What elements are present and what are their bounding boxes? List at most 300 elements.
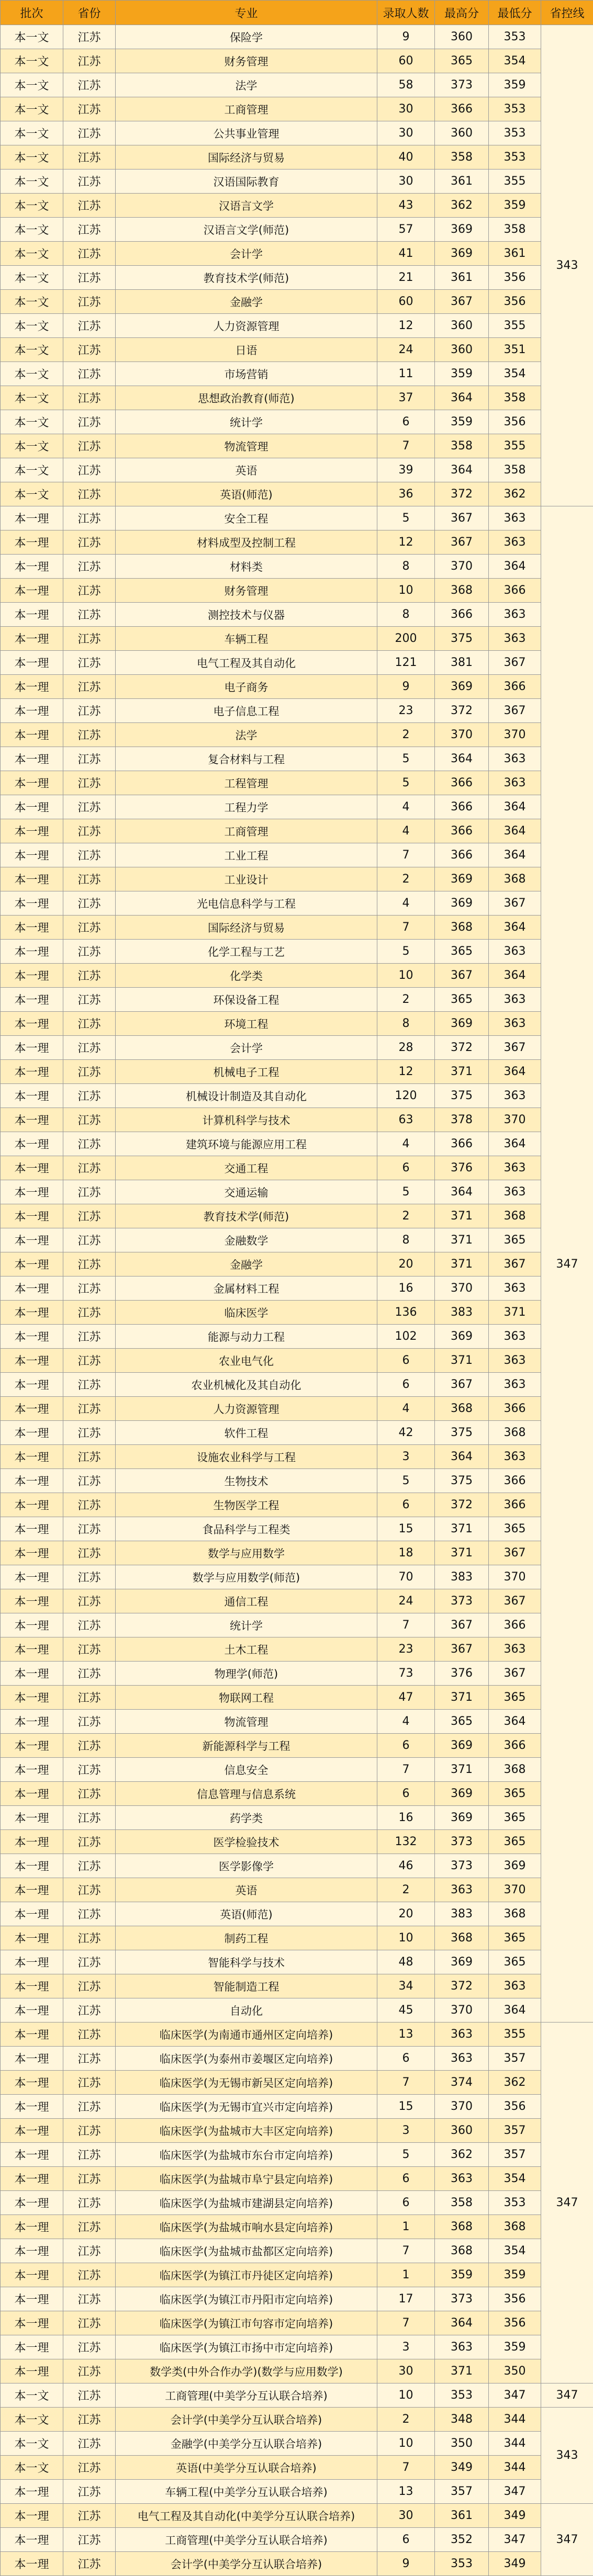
cell-admitted-count: 6 bbox=[377, 2191, 435, 2215]
cell-major: 交通运输 bbox=[116, 1180, 377, 1204]
cell-lowest-score: 356 bbox=[489, 266, 541, 290]
cell-lowest-score: 359 bbox=[489, 73, 541, 97]
cell-lowest-score: 363 bbox=[489, 940, 541, 964]
cell-highest-score: 365 bbox=[435, 1710, 489, 1734]
cell-highest-score: 371 bbox=[435, 1349, 489, 1373]
table-row bbox=[1, 1156, 593, 1180]
table-row bbox=[1, 506, 593, 530]
table-row bbox=[1, 1637, 593, 1662]
cell-major: 工商管理 bbox=[116, 819, 377, 843]
cell-province: 江苏 bbox=[63, 771, 116, 795]
cell-province: 江苏 bbox=[63, 988, 116, 1012]
table-row bbox=[1, 1493, 593, 1517]
cell-major: 计算机科学与技术 bbox=[116, 1108, 377, 1132]
cell-major: 保险学 bbox=[116, 25, 377, 49]
cell-major: 生物医学工程 bbox=[116, 1493, 377, 1517]
cell-control-line: 347 bbox=[541, 506, 593, 2023]
cell-highest-score: 369 bbox=[435, 1782, 489, 1806]
cell-major: 金融数学 bbox=[116, 1228, 377, 1252]
cell-province: 江苏 bbox=[63, 338, 116, 362]
cell-admitted-count: 73 bbox=[377, 1662, 435, 1686]
table-row bbox=[1, 2408, 593, 2432]
cell-lowest-score: 367 bbox=[489, 651, 541, 675]
cell-batch: 本一理 bbox=[1, 1276, 63, 1301]
cell-lowest-score: 347 bbox=[489, 2528, 541, 2552]
cell-province: 江苏 bbox=[63, 145, 116, 170]
table-row bbox=[1, 2167, 593, 2191]
cell-lowest-score: 366 bbox=[489, 675, 541, 699]
cell-province: 江苏 bbox=[63, 1974, 116, 1998]
cell-batch: 本一理 bbox=[1, 891, 63, 916]
cell-province: 江苏 bbox=[63, 194, 116, 218]
cell-admitted-count: 7 bbox=[377, 2456, 435, 2480]
table-row bbox=[1, 1421, 593, 1445]
cell-highest-score: 368 bbox=[435, 1397, 489, 1421]
cell-batch: 本一理 bbox=[1, 2119, 63, 2143]
cell-admitted-count: 5 bbox=[377, 2143, 435, 2167]
cell-province: 江苏 bbox=[63, 170, 116, 194]
cell-batch: 本一理 bbox=[1, 1517, 63, 1541]
cell-batch: 本一理 bbox=[1, 1156, 63, 1180]
cell-lowest-score: 365 bbox=[489, 1950, 541, 1974]
table-row bbox=[1, 1373, 593, 1397]
cell-lowest-score: 364 bbox=[489, 1132, 541, 1156]
cell-batch: 本一理 bbox=[1, 530, 63, 555]
cell-major: 复合材料与工程 bbox=[116, 747, 377, 771]
cell-lowest-score: 353 bbox=[489, 2191, 541, 2215]
cell-highest-score: 366 bbox=[435, 771, 489, 795]
cell-province: 江苏 bbox=[63, 1541, 116, 1565]
cell-highest-score: 364 bbox=[435, 1445, 489, 1469]
cell-batch: 本一理 bbox=[1, 1734, 63, 1758]
cell-batch: 本一理 bbox=[1, 2095, 63, 2119]
cell-major: 交通工程 bbox=[116, 1156, 377, 1180]
cell-major: 临床医学(为盐城市盐都区定向培养) bbox=[116, 2239, 377, 2263]
cell-batch: 本一理 bbox=[1, 1108, 63, 1132]
table-row bbox=[1, 458, 593, 482]
table-row bbox=[1, 482, 593, 506]
cell-batch: 本一理 bbox=[1, 1301, 63, 1325]
cell-admitted-count: 15 bbox=[377, 1517, 435, 1541]
cell-admitted-count: 30 bbox=[377, 121, 435, 145]
table-row bbox=[1, 530, 593, 555]
table-body bbox=[1, 25, 593, 2576]
cell-major: 财务管理 bbox=[116, 579, 377, 603]
cell-admitted-count: 58 bbox=[377, 73, 435, 97]
table-row bbox=[1, 410, 593, 434]
cell-admitted-count: 5 bbox=[377, 1180, 435, 1204]
table-row bbox=[1, 988, 593, 1012]
cell-admitted-count: 60 bbox=[377, 49, 435, 73]
cell-admitted-count: 3 bbox=[377, 1445, 435, 1469]
cell-major: 会计学 bbox=[116, 242, 377, 266]
cell-admitted-count: 20 bbox=[377, 1252, 435, 1276]
cell-province: 江苏 bbox=[63, 242, 116, 266]
cell-highest-score: 369 bbox=[435, 1325, 489, 1349]
table-row bbox=[1, 1084, 593, 1108]
table-row bbox=[1, 1950, 593, 1974]
cell-batch: 本一理 bbox=[1, 2167, 63, 2191]
cell-major: 工业设计 bbox=[116, 867, 377, 891]
cell-admitted-count: 4 bbox=[377, 1397, 435, 1421]
cell-major: 临床医学(为泰州市姜堰区定向培养) bbox=[116, 2047, 377, 2071]
cell-lowest-score: 364 bbox=[489, 795, 541, 819]
cell-major: 临床医学(为镇江市丹阳市定向培养) bbox=[116, 2287, 377, 2311]
table-row bbox=[1, 2480, 593, 2504]
cell-batch: 本一理 bbox=[1, 1493, 63, 1517]
table-row bbox=[1, 2456, 593, 2480]
cell-major: 金融学(中美学分互认联合培养) bbox=[116, 2432, 377, 2456]
cell-admitted-count: 8 bbox=[377, 1228, 435, 1252]
cell-batch: 本一理 bbox=[1, 1589, 63, 1613]
cell-highest-score: 372 bbox=[435, 699, 489, 723]
cell-admitted-count: 18 bbox=[377, 1541, 435, 1565]
cell-highest-score: 375 bbox=[435, 1469, 489, 1493]
cell-lowest-score: 368 bbox=[489, 1758, 541, 1782]
cell-batch: 本一理 bbox=[1, 651, 63, 675]
table-row bbox=[1, 2432, 593, 2456]
cell-province: 江苏 bbox=[63, 1637, 116, 1662]
cell-province: 江苏 bbox=[63, 627, 116, 651]
table-row bbox=[1, 121, 593, 145]
table-row bbox=[1, 2383, 593, 2408]
cell-batch: 本一理 bbox=[1, 1373, 63, 1397]
cell-batch: 本一理 bbox=[1, 1782, 63, 1806]
cell-lowest-score: 363 bbox=[489, 1349, 541, 1373]
cell-admitted-count: 63 bbox=[377, 1108, 435, 1132]
cell-lowest-score: 363 bbox=[489, 1084, 541, 1108]
cell-batch: 本一理 bbox=[1, 1252, 63, 1276]
cell-province: 江苏 bbox=[63, 2047, 116, 2071]
cell-major: 物流管理 bbox=[116, 434, 377, 458]
cell-admitted-count: 2 bbox=[377, 988, 435, 1012]
cell-highest-score: 365 bbox=[435, 49, 489, 73]
cell-major: 智能科学与技术 bbox=[116, 1950, 377, 1974]
cell-batch: 本一文 bbox=[1, 97, 63, 121]
cell-admitted-count: 5 bbox=[377, 1469, 435, 1493]
cell-major: 物理学(师范) bbox=[116, 1662, 377, 1686]
cell-highest-score: 383 bbox=[435, 1565, 489, 1589]
cell-province: 江苏 bbox=[63, 1613, 116, 1637]
cell-major: 工业工程 bbox=[116, 843, 377, 867]
table-row bbox=[1, 2215, 593, 2239]
header-highest-score: 最高分 bbox=[435, 1, 489, 25]
cell-highest-score: 361 bbox=[435, 2504, 489, 2528]
cell-admitted-count: 8 bbox=[377, 603, 435, 627]
cell-province: 江苏 bbox=[63, 434, 116, 458]
table-row bbox=[1, 242, 593, 266]
table-row bbox=[1, 699, 593, 723]
cell-batch: 本一理 bbox=[1, 1012, 63, 1036]
cell-major: 临床医学(为盐城市阜宁县定向培养) bbox=[116, 2167, 377, 2191]
cell-batch: 本一理 bbox=[1, 1710, 63, 1734]
table-row bbox=[1, 651, 593, 675]
cell-admitted-count: 30 bbox=[377, 2359, 435, 2383]
cell-admitted-count: 36 bbox=[377, 482, 435, 506]
cell-major: 教育技术学(师范) bbox=[116, 1204, 377, 1228]
cell-major: 材料类 bbox=[116, 555, 377, 579]
table-row bbox=[1, 1806, 593, 1830]
cell-province: 江苏 bbox=[63, 819, 116, 843]
cell-batch: 本一理 bbox=[1, 1084, 63, 1108]
table-row bbox=[1, 2552, 593, 2576]
cell-admitted-count: 4 bbox=[377, 1132, 435, 1156]
cell-major: 光电信息科学与工程 bbox=[116, 891, 377, 916]
cell-lowest-score: 367 bbox=[489, 699, 541, 723]
cell-batch: 本一理 bbox=[1, 1950, 63, 1974]
header-major: 专业 bbox=[116, 1, 377, 25]
cell-lowest-score: 353 bbox=[489, 121, 541, 145]
cell-admitted-count: 200 bbox=[377, 627, 435, 651]
cell-province: 江苏 bbox=[63, 1252, 116, 1276]
cell-highest-score: 368 bbox=[435, 2215, 489, 2239]
cell-batch: 本一文 bbox=[1, 2383, 63, 2408]
cell-province: 江苏 bbox=[63, 2311, 116, 2335]
cell-batch: 本一文 bbox=[1, 386, 63, 410]
cell-admitted-count: 12 bbox=[377, 530, 435, 555]
cell-lowest-score: 344 bbox=[489, 2432, 541, 2456]
cell-major: 电气工程及其自动化 bbox=[116, 651, 377, 675]
cell-batch: 本一文 bbox=[1, 2432, 63, 2456]
cell-batch: 本一理 bbox=[1, 843, 63, 867]
cell-highest-score: 367 bbox=[435, 1373, 489, 1397]
cell-batch: 本一理 bbox=[1, 603, 63, 627]
cell-batch: 本一文 bbox=[1, 218, 63, 242]
cell-lowest-score: 363 bbox=[489, 1974, 541, 1998]
cell-admitted-count: 6 bbox=[377, 2167, 435, 2191]
cell-province: 江苏 bbox=[63, 1036, 116, 1060]
cell-major: 工程管理 bbox=[116, 771, 377, 795]
cell-batch: 本一文 bbox=[1, 145, 63, 170]
cell-lowest-score: 364 bbox=[489, 1060, 541, 1084]
cell-province: 江苏 bbox=[63, 1517, 116, 1541]
cell-admitted-count: 16 bbox=[377, 1806, 435, 1830]
cell-province: 江苏 bbox=[63, 916, 116, 940]
cell-highest-score: 371 bbox=[435, 1517, 489, 1541]
cell-province: 江苏 bbox=[63, 1084, 116, 1108]
cell-admitted-count: 6 bbox=[377, 2528, 435, 2552]
cell-province: 江苏 bbox=[63, 1397, 116, 1421]
table-row bbox=[1, 2239, 593, 2263]
cell-province: 江苏 bbox=[63, 1469, 116, 1493]
cell-province: 江苏 bbox=[63, 1445, 116, 1469]
cell-admitted-count: 7 bbox=[377, 843, 435, 867]
cell-batch: 本一文 bbox=[1, 121, 63, 145]
cell-major: 测控技术与仪器 bbox=[116, 603, 377, 627]
cell-batch: 本一理 bbox=[1, 506, 63, 530]
cell-province: 江苏 bbox=[63, 2191, 116, 2215]
cell-major: 统计学 bbox=[116, 410, 377, 434]
cell-admitted-count: 23 bbox=[377, 1637, 435, 1662]
table-row bbox=[1, 2263, 593, 2287]
cell-province: 江苏 bbox=[63, 2552, 116, 2576]
cell-highest-score: 375 bbox=[435, 1084, 489, 1108]
cell-admitted-count: 5 bbox=[377, 747, 435, 771]
cell-highest-score: 372 bbox=[435, 482, 489, 506]
cell-admitted-count: 4 bbox=[377, 891, 435, 916]
cell-province: 江苏 bbox=[63, 2408, 116, 2432]
cell-batch: 本一文 bbox=[1, 266, 63, 290]
cell-admitted-count: 2 bbox=[377, 723, 435, 747]
cell-lowest-score: 363 bbox=[489, 1012, 541, 1036]
cell-highest-score: 366 bbox=[435, 1132, 489, 1156]
cell-lowest-score: 365 bbox=[489, 1926, 541, 1950]
cell-major: 药学类 bbox=[116, 1806, 377, 1830]
cell-major: 金融学 bbox=[116, 290, 377, 314]
cell-admitted-count: 6 bbox=[377, 2047, 435, 2071]
cell-batch: 本一文 bbox=[1, 290, 63, 314]
cell-province: 江苏 bbox=[63, 2383, 116, 2408]
cell-province: 江苏 bbox=[63, 73, 116, 97]
cell-lowest-score: 369 bbox=[489, 1854, 541, 1878]
cell-province: 江苏 bbox=[63, 1758, 116, 1782]
cell-lowest-score: 363 bbox=[489, 1445, 541, 1469]
cell-batch: 本一理 bbox=[1, 1998, 63, 2023]
cell-highest-score: 367 bbox=[435, 290, 489, 314]
table-row bbox=[1, 675, 593, 699]
table-row bbox=[1, 579, 593, 603]
cell-major: 化学工程与工艺 bbox=[116, 940, 377, 964]
cell-lowest-score: 356 bbox=[489, 2095, 541, 2119]
cell-highest-score: 369 bbox=[435, 867, 489, 891]
cell-admitted-count: 8 bbox=[377, 1012, 435, 1036]
cell-batch: 本一理 bbox=[1, 2143, 63, 2167]
cell-lowest-score: 363 bbox=[489, 506, 541, 530]
cell-admitted-count: 17 bbox=[377, 2287, 435, 2311]
table-row bbox=[1, 1589, 593, 1613]
cell-province: 江苏 bbox=[63, 555, 116, 579]
cell-admitted-count: 7 bbox=[377, 1758, 435, 1782]
cell-batch: 本一理 bbox=[1, 771, 63, 795]
cell-lowest-score: 363 bbox=[489, 1637, 541, 1662]
cell-admitted-count: 7 bbox=[377, 1613, 435, 1637]
cell-major: 汉语言文学(师范) bbox=[116, 218, 377, 242]
cell-major: 车辆工程(中美学分互认联合培养) bbox=[116, 2480, 377, 2504]
table-row bbox=[1, 97, 593, 121]
cell-lowest-score: 351 bbox=[489, 338, 541, 362]
cell-batch: 本一理 bbox=[1, 1036, 63, 1060]
cell-province: 江苏 bbox=[63, 314, 116, 338]
cell-province: 江苏 bbox=[63, 2071, 116, 2095]
cell-major: 通信工程 bbox=[116, 1589, 377, 1613]
cell-admitted-count: 10 bbox=[377, 964, 435, 988]
cell-batch: 本一理 bbox=[1, 2023, 63, 2047]
cell-admitted-count: 40 bbox=[377, 145, 435, 170]
cell-province: 江苏 bbox=[63, 458, 116, 482]
cell-admitted-count: 46 bbox=[377, 1854, 435, 1878]
table-row bbox=[1, 1926, 593, 1950]
cell-major: 汉语言文学 bbox=[116, 194, 377, 218]
cell-highest-score: 370 bbox=[435, 555, 489, 579]
cell-lowest-score: 368 bbox=[489, 1421, 541, 1445]
table-row bbox=[1, 1349, 593, 1373]
cell-batch: 本一理 bbox=[1, 1565, 63, 1589]
cell-admitted-count: 120 bbox=[377, 1084, 435, 1108]
cell-admitted-count: 6 bbox=[377, 1734, 435, 1758]
table-row bbox=[1, 603, 593, 627]
cell-admitted-count: 6 bbox=[377, 1493, 435, 1517]
cell-control-line: 347 bbox=[541, 2504, 593, 2576]
cell-major: 数学与应用数学(师范) bbox=[116, 1565, 377, 1589]
table-row bbox=[1, 1036, 593, 1060]
cell-admitted-count: 3 bbox=[377, 2119, 435, 2143]
cell-batch: 本一理 bbox=[1, 1204, 63, 1228]
cell-highest-score: 360 bbox=[435, 2119, 489, 2143]
cell-admitted-count: 4 bbox=[377, 795, 435, 819]
table-row bbox=[1, 338, 593, 362]
cell-major: 教育技术学(师范) bbox=[116, 266, 377, 290]
cell-lowest-score: 368 bbox=[489, 1902, 541, 1926]
cell-highest-score: 359 bbox=[435, 2263, 489, 2287]
table-row bbox=[1, 314, 593, 338]
cell-highest-score: 375 bbox=[435, 627, 489, 651]
cell-batch: 本一理 bbox=[1, 988, 63, 1012]
cell-highest-score: 371 bbox=[435, 1060, 489, 1084]
cell-major: 电子信息工程 bbox=[116, 699, 377, 723]
cell-batch: 本一文 bbox=[1, 242, 63, 266]
cell-batch: 本一理 bbox=[1, 940, 63, 964]
table-row bbox=[1, 1397, 593, 1421]
cell-major: 金融学 bbox=[116, 1252, 377, 1276]
cell-highest-score: 375 bbox=[435, 1421, 489, 1445]
cell-batch: 本一理 bbox=[1, 2359, 63, 2383]
cell-admitted-count: 60 bbox=[377, 290, 435, 314]
table-row bbox=[1, 194, 593, 218]
cell-admitted-count: 7 bbox=[377, 2071, 435, 2095]
cell-admitted-count: 30 bbox=[377, 170, 435, 194]
cell-lowest-score: 366 bbox=[489, 1734, 541, 1758]
cell-batch: 本一理 bbox=[1, 1662, 63, 1686]
cell-lowest-score: 367 bbox=[489, 891, 541, 916]
cell-major: 临床医学(为盐城市东台市定向培养) bbox=[116, 2143, 377, 2167]
cell-admitted-count: 23 bbox=[377, 699, 435, 723]
cell-highest-score: 353 bbox=[435, 2383, 489, 2408]
table-row bbox=[1, 1565, 593, 1589]
cell-lowest-score: 366 bbox=[489, 579, 541, 603]
cell-major: 临床医学(为盐城市大丰区定向培养) bbox=[116, 2119, 377, 2143]
table-row bbox=[1, 843, 593, 867]
cell-major: 临床医学(为镇江市扬中市定向培养) bbox=[116, 2335, 377, 2359]
cell-admitted-count: 6 bbox=[377, 1349, 435, 1373]
table-row bbox=[1, 964, 593, 988]
cell-highest-score: 369 bbox=[435, 675, 489, 699]
cell-major: 信息管理与信息系统 bbox=[116, 1782, 377, 1806]
cell-highest-score: 360 bbox=[435, 121, 489, 145]
cell-lowest-score: 358 bbox=[489, 218, 541, 242]
cell-batch: 本一理 bbox=[1, 747, 63, 771]
cell-highest-score: 366 bbox=[435, 819, 489, 843]
cell-province: 江苏 bbox=[63, 867, 116, 891]
cell-province: 江苏 bbox=[63, 1950, 116, 1974]
cell-highest-score: 369 bbox=[435, 1806, 489, 1830]
cell-province: 江苏 bbox=[63, 2359, 116, 2383]
cell-lowest-score: 356 bbox=[489, 2311, 541, 2335]
cell-province: 江苏 bbox=[63, 2528, 116, 2552]
table-row bbox=[1, 771, 593, 795]
cell-lowest-score: 355 bbox=[489, 434, 541, 458]
cell-major: 临床医学(为无锡市宜兴市定向培养) bbox=[116, 2095, 377, 2119]
table-row bbox=[1, 2287, 593, 2311]
cell-highest-score: 373 bbox=[435, 1589, 489, 1613]
cell-admitted-count: 2 bbox=[377, 867, 435, 891]
cell-highest-score: 361 bbox=[435, 170, 489, 194]
table-row bbox=[1, 1902, 593, 1926]
cell-highest-score: 363 bbox=[435, 2167, 489, 2191]
cell-highest-score: 367 bbox=[435, 530, 489, 555]
cell-major: 汉语国际教育 bbox=[116, 170, 377, 194]
cell-admitted-count: 10 bbox=[377, 2432, 435, 2456]
cell-batch: 本一理 bbox=[1, 1180, 63, 1204]
